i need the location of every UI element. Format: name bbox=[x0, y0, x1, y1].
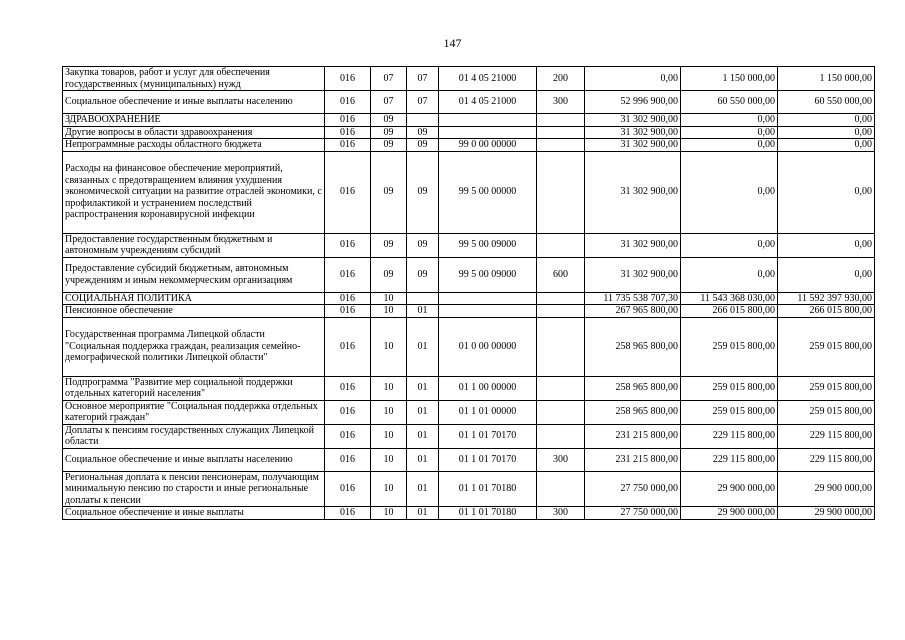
sum-2023-cell: 0,00 bbox=[778, 126, 875, 139]
target-cell: 01 4 05 21000 bbox=[439, 91, 537, 114]
subsection-cell: 01 bbox=[407, 471, 439, 507]
target-cell: 99 5 00 00000 bbox=[439, 151, 537, 233]
target-cell bbox=[439, 292, 537, 305]
name-cell: Подпрограмма "Развитие мер социальной поддержки отдельных категорий населения" bbox=[63, 376, 325, 400]
sum-2021-cell: 31 302 900,00 bbox=[585, 114, 681, 127]
subsection-cell: 01 bbox=[407, 400, 439, 424]
table-row bbox=[63, 151, 875, 233]
table-row bbox=[63, 471, 875, 507]
name-cell: Государственная программа Липецкой области "Социальная поддержка граждан, реализация семейно-демографической политики Липецкой области" bbox=[63, 317, 325, 376]
gr-cell: 016 bbox=[325, 91, 371, 114]
sum-2023-cell: 11 592 397 930,00 bbox=[778, 292, 875, 305]
section-cell: 09 bbox=[371, 257, 407, 292]
gr-cell: 016 bbox=[325, 471, 371, 507]
sum-2022-cell: 0,00 bbox=[681, 114, 778, 127]
name-cell: Социальное обеспечение и иные выплаты населению bbox=[63, 91, 325, 114]
expense-type-cell: 300 bbox=[537, 91, 585, 114]
target-cell: 01 1 01 70180 bbox=[439, 471, 537, 507]
section-cell: 10 bbox=[371, 507, 407, 520]
target-cell: 01 1 00 00000 bbox=[439, 376, 537, 400]
section-cell: 10 bbox=[371, 448, 407, 471]
sum-2021-cell: 231 215 800,00 bbox=[585, 424, 681, 448]
expense-type-cell bbox=[537, 376, 585, 400]
target-cell bbox=[439, 114, 537, 127]
section-cell: 09 bbox=[371, 114, 407, 127]
sum-2021-cell: 52 996 900,00 bbox=[585, 91, 681, 114]
expense-type-cell bbox=[537, 305, 585, 318]
section-cell: 09 bbox=[371, 151, 407, 233]
expense-type-cell: 300 bbox=[537, 448, 585, 471]
table-row bbox=[63, 305, 875, 318]
page-number: 147 bbox=[443, 36, 462, 50]
target-cell: 01 1 01 70170 bbox=[439, 424, 537, 448]
sum-2022-cell: 266 015 800,00 bbox=[681, 305, 778, 318]
gr-cell: 016 bbox=[325, 424, 371, 448]
sum-2023-cell: 1 150 000,00 bbox=[778, 67, 875, 91]
subsection-cell: 07 bbox=[407, 67, 439, 91]
subsection-cell: 01 bbox=[407, 376, 439, 400]
sum-2023-cell: 259 015 800,00 bbox=[778, 376, 875, 400]
gr-cell: 016 bbox=[325, 126, 371, 139]
target-cell: 99 5 00 09000 bbox=[439, 257, 537, 292]
sum-2022-cell: 229 115 800,00 bbox=[681, 424, 778, 448]
name-cell: Расходы на финансовое обеспечение мероприятий, связанных с предотвращением влияния ухудшения экономической ситуации на развитие отраслей экономики, с профилактикой и устранением последствий распространения коронавирусной инфекции bbox=[63, 151, 325, 233]
sum-2021-cell: 31 302 900,00 bbox=[585, 233, 681, 257]
subsection-cell: 09 bbox=[407, 139, 439, 152]
gr-cell: 016 bbox=[325, 376, 371, 400]
expense-type-cell: 200 bbox=[537, 67, 585, 91]
subsection-cell bbox=[407, 114, 439, 127]
budget-table-body bbox=[63, 67, 875, 520]
table-row bbox=[63, 114, 875, 127]
target-cell: 01 0 00 00000 bbox=[439, 317, 537, 376]
subsection-cell: 09 bbox=[407, 233, 439, 257]
sum-2022-cell: 0,00 bbox=[681, 257, 778, 292]
sum-2022-cell: 29 900 000,00 bbox=[681, 471, 778, 507]
section-cell: 10 bbox=[371, 376, 407, 400]
sum-2022-cell: 0,00 bbox=[681, 151, 778, 233]
sum-2022-cell: 11 543 368 030,00 bbox=[681, 292, 778, 305]
name-cell: СОЦИАЛЬНАЯ ПОЛИТИКА bbox=[63, 292, 325, 305]
target-cell: 99 0 00 00000 bbox=[439, 139, 537, 152]
target-cell: 99 5 00 09000 bbox=[439, 233, 537, 257]
gr-cell: 016 bbox=[325, 67, 371, 91]
subsection-cell: 01 bbox=[407, 305, 439, 318]
gr-cell: 016 bbox=[325, 400, 371, 424]
sum-2022-cell: 259 015 800,00 bbox=[681, 400, 778, 424]
gr-cell: 016 bbox=[325, 305, 371, 318]
name-cell: Доплаты к пенсиям государственных служащих Липецкой области bbox=[63, 424, 325, 448]
section-cell: 10 bbox=[371, 400, 407, 424]
subsection-cell: 07 bbox=[407, 91, 439, 114]
section-cell: 10 bbox=[371, 317, 407, 376]
expense-type-cell bbox=[537, 471, 585, 507]
sum-2023-cell: 0,00 bbox=[778, 257, 875, 292]
subsection-cell: 01 bbox=[407, 507, 439, 520]
name-cell: Другие вопросы в области здравоохранения bbox=[63, 126, 325, 139]
section-cell: 10 bbox=[371, 292, 407, 305]
expense-type-cell bbox=[537, 139, 585, 152]
expense-type-cell bbox=[537, 292, 585, 305]
subsection-cell: 09 bbox=[407, 126, 439, 139]
sum-2021-cell: 0,00 bbox=[585, 67, 681, 91]
name-cell: Социальное обеспечение и иные выплаты bbox=[63, 507, 325, 520]
sum-2022-cell: 0,00 bbox=[681, 126, 778, 139]
sum-2021-cell: 27 750 000,00 bbox=[585, 471, 681, 507]
budget-table bbox=[62, 66, 875, 520]
expense-type-cell bbox=[537, 317, 585, 376]
table-row bbox=[63, 67, 875, 91]
table-row bbox=[63, 448, 875, 471]
sum-2022-cell: 0,00 bbox=[681, 233, 778, 257]
name-cell: Региональная доплата к пенсии пенсионерам, получающим минимальную пенсию по старости и иные региональные доплаты к пенсии bbox=[63, 471, 325, 507]
section-cell: 07 bbox=[371, 91, 407, 114]
sum-2023-cell: 259 015 800,00 bbox=[778, 317, 875, 376]
table-row bbox=[63, 257, 875, 292]
sum-2021-cell: 31 302 900,00 bbox=[585, 126, 681, 139]
subsection-cell: 09 bbox=[407, 257, 439, 292]
gr-cell: 016 bbox=[325, 139, 371, 152]
expense-type-cell bbox=[537, 126, 585, 139]
subsection-cell: 01 bbox=[407, 424, 439, 448]
sum-2022-cell: 0,00 bbox=[681, 139, 778, 152]
sum-2021-cell: 258 965 800,00 bbox=[585, 400, 681, 424]
sum-2023-cell: 0,00 bbox=[778, 139, 875, 152]
sum-2022-cell: 259 015 800,00 bbox=[681, 376, 778, 400]
sum-2021-cell: 258 965 800,00 bbox=[585, 317, 681, 376]
name-cell: Основное мероприятие "Социальная поддержка отдельных категорий граждан" bbox=[63, 400, 325, 424]
name-cell: Пенсионное обеспечение bbox=[63, 305, 325, 318]
gr-cell: 016 bbox=[325, 233, 371, 257]
table-row bbox=[63, 424, 875, 448]
subsection-cell: 01 bbox=[407, 448, 439, 471]
gr-cell: 016 bbox=[325, 292, 371, 305]
sum-2021-cell: 11 735 538 707,30 bbox=[585, 292, 681, 305]
table-row bbox=[63, 376, 875, 400]
sum-2021-cell: 267 965 800,00 bbox=[585, 305, 681, 318]
sum-2023-cell: 266 015 800,00 bbox=[778, 305, 875, 318]
subsection-cell bbox=[407, 292, 439, 305]
section-cell: 09 bbox=[371, 126, 407, 139]
name-cell: Закупка товаров, работ и услуг для обеспечения государственных (муниципальных) нужд bbox=[63, 67, 325, 91]
expense-type-cell: 300 bbox=[537, 507, 585, 520]
expense-type-cell: 600 bbox=[537, 257, 585, 292]
target-cell bbox=[439, 305, 537, 318]
section-cell: 07 bbox=[371, 67, 407, 91]
sum-2023-cell: 0,00 bbox=[778, 233, 875, 257]
table-row bbox=[63, 507, 875, 520]
table-row bbox=[63, 139, 875, 152]
target-cell: 01 1 01 70170 bbox=[439, 448, 537, 471]
expense-type-cell bbox=[537, 151, 585, 233]
sum-2022-cell: 1 150 000,00 bbox=[681, 67, 778, 91]
section-cell: 09 bbox=[371, 233, 407, 257]
subsection-cell: 09 bbox=[407, 151, 439, 233]
gr-cell: 016 bbox=[325, 448, 371, 471]
table-row bbox=[63, 233, 875, 257]
sum-2023-cell: 0,00 bbox=[778, 151, 875, 233]
sum-2022-cell: 60 550 000,00 bbox=[681, 91, 778, 114]
sum-2023-cell: 60 550 000,00 bbox=[778, 91, 875, 114]
sum-2023-cell: 259 015 800,00 bbox=[778, 400, 875, 424]
sum-2021-cell: 31 302 900,00 bbox=[585, 151, 681, 233]
sum-2023-cell: 229 115 800,00 bbox=[778, 424, 875, 448]
sum-2021-cell: 258 965 800,00 bbox=[585, 376, 681, 400]
sum-2021-cell: 31 302 900,00 bbox=[585, 257, 681, 292]
sum-2021-cell: 31 302 900,00 bbox=[585, 139, 681, 152]
gr-cell: 016 bbox=[325, 317, 371, 376]
name-cell: Непрограммные расходы областного бюджета bbox=[63, 139, 325, 152]
table-row bbox=[63, 317, 875, 376]
sum-2022-cell: 259 015 800,00 bbox=[681, 317, 778, 376]
name-cell: Предоставление государственным бюджетным и автономным учреждениям субсидий bbox=[63, 233, 325, 257]
expense-type-cell bbox=[537, 233, 585, 257]
table-row bbox=[63, 400, 875, 424]
gr-cell: 016 bbox=[325, 507, 371, 520]
gr-cell: 016 bbox=[325, 114, 371, 127]
section-cell: 10 bbox=[371, 305, 407, 318]
expense-type-cell bbox=[537, 400, 585, 424]
target-cell bbox=[439, 126, 537, 139]
target-cell: 01 1 01 70180 bbox=[439, 507, 537, 520]
name-cell: ЗДРАВООХРАНЕНИЕ bbox=[63, 114, 325, 127]
expense-type-cell bbox=[537, 114, 585, 127]
table-row bbox=[63, 292, 875, 305]
sum-2023-cell: 229 115 800,00 bbox=[778, 448, 875, 471]
sum-2023-cell: 0,00 bbox=[778, 114, 875, 127]
section-cell: 10 bbox=[371, 471, 407, 507]
sum-2021-cell: 27 750 000,00 bbox=[585, 507, 681, 520]
expense-type-cell bbox=[537, 424, 585, 448]
table-row bbox=[63, 91, 875, 114]
sum-2021-cell: 231 215 800,00 bbox=[585, 448, 681, 471]
section-cell: 10 bbox=[371, 424, 407, 448]
gr-cell: 016 bbox=[325, 151, 371, 233]
sum-2023-cell: 29 900 000,00 bbox=[778, 507, 875, 520]
sum-2022-cell: 29 900 000,00 bbox=[681, 507, 778, 520]
name-cell: Социальное обеспечение и иные выплаты населению bbox=[63, 448, 325, 471]
target-cell: 01 1 01 00000 bbox=[439, 400, 537, 424]
gr-cell: 016 bbox=[325, 257, 371, 292]
name-cell: Предоставление субсидий бюджетным, автономным учреждениям и иным некоммерческим организациям bbox=[63, 257, 325, 292]
sum-2023-cell: 29 900 000,00 bbox=[778, 471, 875, 507]
target-cell: 01 4 05 21000 bbox=[439, 67, 537, 91]
subsection-cell: 01 bbox=[407, 317, 439, 376]
sum-2022-cell: 229 115 800,00 bbox=[681, 448, 778, 471]
section-cell: 09 bbox=[371, 139, 407, 152]
table-row bbox=[63, 126, 875, 139]
